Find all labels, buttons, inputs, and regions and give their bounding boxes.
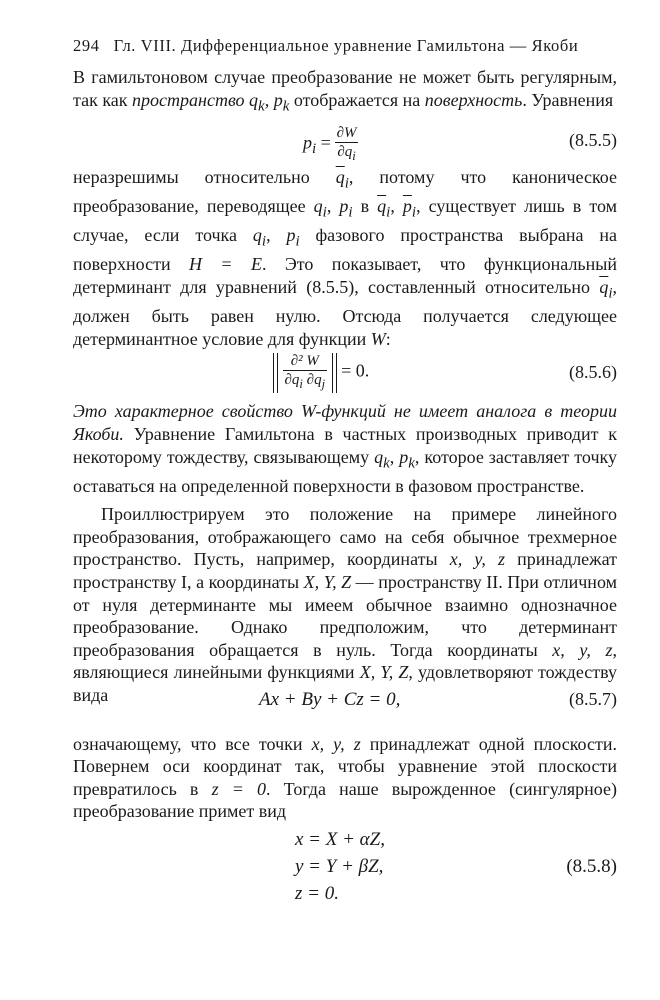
equation-8-5-8 [73,823,617,913]
equation-number: (8.5.7) [569,688,617,709]
paragraph-4: Проиллюстрируем это положение на примере линейного преобразования, отображающего само на себя обычное трехмерное пространство. Пусть, например, координаты x, y, z принадлежат пространству I, а координаты X, Y, Z — пространству II. При отличном от нуля детерминанте мы имеем обычное взаимно однозначное преобразование. Однако предположим, что детерминант преобразования обращается в нуль. Тогда координаты x, y, z, являющиеся линейными функциями X, Y, Z, удовлетворяют тождеству вида [73,504,618,706]
running-header [73,36,617,56]
equation-number: (8.5.8) [566,856,617,877]
equation-number: (8.5.5) [569,129,617,150]
paragraph-1: В гамильтоновом случае преобразование не может быть регулярным, так как пространство $q_k$, $p_k$ отображается на поверхность. Уравнения [73,67,617,115]
equation-8-5-5: $p_i$ = $\frac{\partial W}{\partial q_i}$ (8.5.5) [303,124,617,163]
system-line: z = 0. [295,883,339,904]
book-page [73,36,617,913]
equation-8-5-6: $\frac{\text{∂² W}}{\partial q_i \partial q_j}$ = 0. (8.5.6) [73,350,617,400]
system-line: y = Y + βZ, [295,856,384,877]
equation-8-5-7: Ax + By + Cz = 0, (8.5.7) [259,688,617,710]
page-number: 294 [73,36,100,55]
system-line: x = X + αZ, [295,829,385,850]
paragraph-3: Это характерное свойство W-функций не имеет аналога в теории Якоби. Уравнение Гамильтона в частных производных приводит к некоторому тождеству, связывающему $q_k$, $p_k$, которое заставляет точку оставаться на определенной поверхности в фазовом пространстве. [73,401,617,496]
running-title: Гл. VIII. Дифференциальное уравнение Гамильтона — Якоби [113,36,579,55]
paragraph-2: неразрешимы относительно $\overline{q}_i$, потому что каноническое преобразование, переводящее $q_i$, $p_i$ в $\overline{q}_i$, $\overline{p}_i$, существует лишь в том случае, если точка $q_i$, $p_i$ фазового пространства выбрана на поверхности H = E. Это показывает, что функциональный детерминант для уравнений (8.5.5), составленный относительно $\overline{q}_i$, должен быть равен нулю. Отсюда получается следующее детерминантное условие для функции W: [73,166,618,349]
paragraph-5: означающему, что все точки x, y, z принадлежат одной плоскости. Повернем оси координат так, чтобы уравнение этой плоскости превратилось в z = 0. Тогда наше вырожденное (сингулярное) преобразование примет вид [73,733,618,822]
equation-number: (8.5.6) [569,362,617,383]
